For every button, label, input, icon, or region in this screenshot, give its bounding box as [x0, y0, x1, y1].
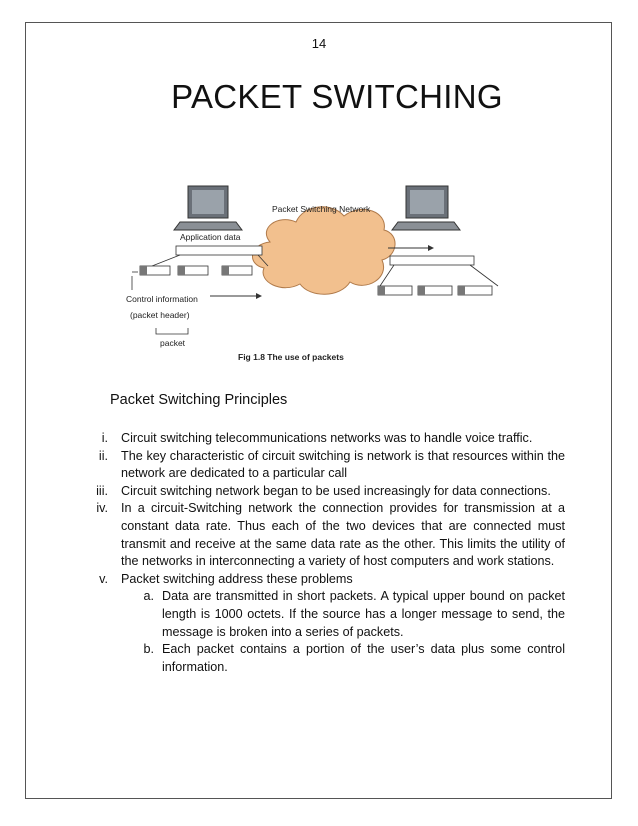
packet-figure: [118, 180, 518, 370]
page-number: 14: [311, 36, 327, 51]
list-item-text: In a circuit-Switching network the connection provides for transmission at a constant data rate. Thus each of the two devices that are connected must transmit and receive at the same data rate as the other. This limits the utility of the networks in interconnecting a variety of host computers and work stations.: [121, 501, 565, 569]
left-computer-icon: [174, 186, 242, 230]
control-info-label: Control information: [126, 294, 198, 304]
list-item-text: Circuit switching network began to be used increasingly for data connections.: [121, 483, 551, 498]
right-computer-icon: [392, 186, 460, 230]
network-cloud: [253, 207, 396, 294]
page-title: PACKET SWITCHING: [171, 78, 503, 115]
list-item-text: Packet switching address these problems: [121, 571, 353, 586]
list-item-number: i.: [101, 431, 108, 445]
list-item: [75, 500, 565, 570]
list-item: [75, 430, 565, 448]
packet-header-label: (packet header): [130, 310, 190, 320]
list-item-number: ii.: [98, 448, 108, 463]
sub-list-item: [134, 588, 565, 641]
sub-list-item-letter: a.: [143, 589, 154, 604]
packet-diagram: [118, 180, 518, 370]
sub-list-item-text: Each packet contains a portion of the user’s data plus some control information.: [162, 642, 565, 674]
list-item: [75, 448, 565, 483]
sub-list-item: [134, 641, 565, 676]
list-item-number: v.: [99, 571, 108, 586]
app-data-label: Application data: [180, 232, 241, 242]
network-label: Packet Switching Network: [272, 204, 371, 214]
list-item: [75, 483, 565, 501]
left-packets: [140, 266, 252, 275]
packet-label: packet: [160, 338, 186, 348]
list-item: [75, 571, 565, 589]
sub-list-item-text: Data are transmitted in short packets. A typical upper bound on packet length is 1000 octets. If the source has a longer message to send, the message is broken into a series of packets.: [162, 589, 565, 639]
sub-list-item-letter: b.: [143, 642, 154, 657]
principles-list: [75, 430, 565, 676]
list-item-number: iv.: [96, 501, 108, 516]
figure-caption: Fig 1.8 The use of packets: [238, 352, 344, 362]
list-item-text: The key characteristic of circuit switching is network is that resources within the network are dedicated to a particular call: [121, 448, 565, 481]
list-item-text: Circuit switching telecommunications networks was to handle voice traffic.: [121, 431, 533, 445]
section-heading: Packet Switching Principles: [110, 392, 288, 408]
page-frame: [25, 22, 612, 799]
right-packets: [378, 286, 492, 295]
list-item-number: iii.: [96, 483, 108, 498]
